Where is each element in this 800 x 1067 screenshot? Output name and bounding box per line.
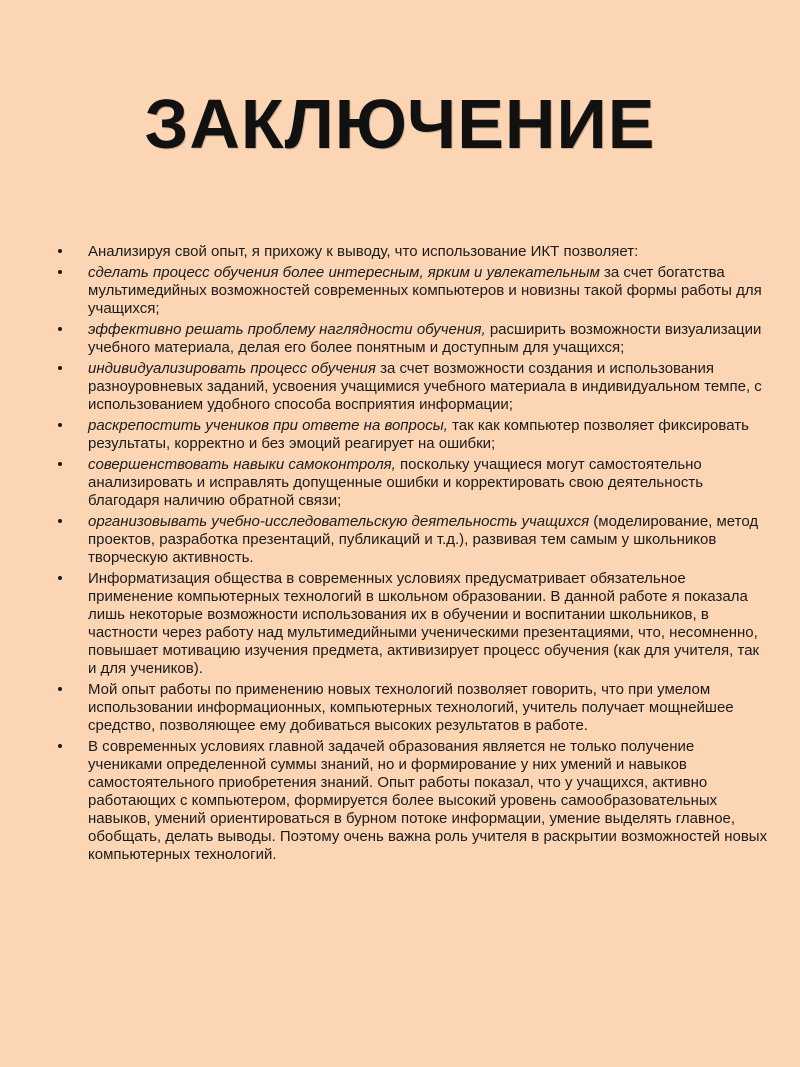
list-item	[57, 681, 768, 735]
bullet-text: расширить возможности визуализации учебного материала, делая его более понятным и доступным для учащихся;	[88, 321, 762, 356]
list-item	[57, 417, 768, 453]
bullet-icon	[58, 249, 62, 253]
bullet-text: поскольку учащиеся могут самостоятельно анализировать и исправлять допущенные ошибки и корректировать свою деятельность благодаря наличию обратной связи;	[88, 456, 704, 509]
bullet-text: за счет богатства мультимедийных возможностей современных компьютеров и новизны такой формы работы для учащихся;	[88, 264, 762, 317]
list-item	[57, 243, 768, 261]
list-item	[57, 513, 768, 567]
bullet-text: за счет возможности создания и использования разноуровневых заданий, усвоения учащимися учебного материала в индивидуальном темпе, с использованием удобного способа восприятия информации;	[88, 360, 762, 413]
bullet-text-italic: совершенствовать навыки самоконтроля,	[88, 456, 396, 473]
list-item	[57, 360, 768, 414]
list-item	[57, 264, 768, 318]
page-title: ЗАКЛЮЧЕНИЕ	[144, 85, 656, 163]
bullet-text-italic: раскрепостить учеников при ответе на вопросы,	[88, 417, 448, 434]
list-item	[57, 570, 768, 678]
bullet-icon	[58, 327, 62, 331]
bullet-text-italic: сделать процесс обучения более интересным, ярким и увлекательным	[88, 264, 600, 281]
bullet-icon	[58, 270, 62, 274]
bullet-text-italic: организовывать учебно-исследовательскую деятельность учащихся	[88, 513, 590, 530]
bullet-text: Мой опыт работы по применению новых технологий позволяет говорить, что при умелом использовании информационных, компьютерных технологий, учитель получает мощнейшее средство, позволяющее ему добиваться высоких результатов в работе.	[88, 681, 734, 734]
bullet-icon	[58, 744, 62, 748]
bullet-text-italic: индивидуализировать процесс обучения	[88, 360, 376, 377]
bullet-icon	[58, 687, 62, 691]
bullet-text: Анализируя свой опыт, я прихожу к выводу, что использование ИКТ позволяет:	[88, 243, 639, 260]
bullet-icon	[58, 462, 62, 466]
bullet-text: (моделирование, метод проектов, разработка презентаций, публикаций и т.д.), развивая тем самым у школьников творческую активность.	[88, 513, 759, 566]
bullet-icon	[58, 366, 62, 370]
bullet-text: В современных условиях главной задачей образования является не только получение учениками определенной суммы знаний, но и формирование у них умений и навыков самостоятельного приобретения знаний. Опыт работы показал, что у учащихся, активно работающих с компьютером, формируется более высокий уровень самообразовательных навыков, умений ориентироваться в бурном потоке информации, умение выделять главное, обобщать, делать выводы. Поэтому очень важна роль учителя в раскрытии возможностей новых компьютерных технологий.	[88, 738, 768, 863]
bullet-icon	[58, 519, 62, 523]
bullet-text: так как компьютер позволяет фиксировать результаты, корректно и без эмоций реагирует на ошибки;	[88, 417, 749, 452]
bullet-text: Информатизация общества в современных условиях предусматривает обязательное применение компьютерных технологий в школьном образовании. В данной работе я показала лишь некоторые возможности использования их в обучении и воспитании школьников, в частности через работу над мультимедийными ученическими презентациями, что, несомненно, повышает мотивацию изучения предмета, активизирует процесс обучения (как для учителя, так и для учеников).	[88, 570, 760, 677]
bullet-icon	[58, 576, 62, 580]
list-item	[57, 321, 768, 357]
bullet-text-italic: эффективно решать проблему наглядности обучения,	[88, 321, 486, 338]
list-item	[57, 738, 768, 864]
list-item	[57, 456, 768, 510]
bullet-list	[57, 243, 768, 864]
bullet-icon	[58, 423, 62, 427]
